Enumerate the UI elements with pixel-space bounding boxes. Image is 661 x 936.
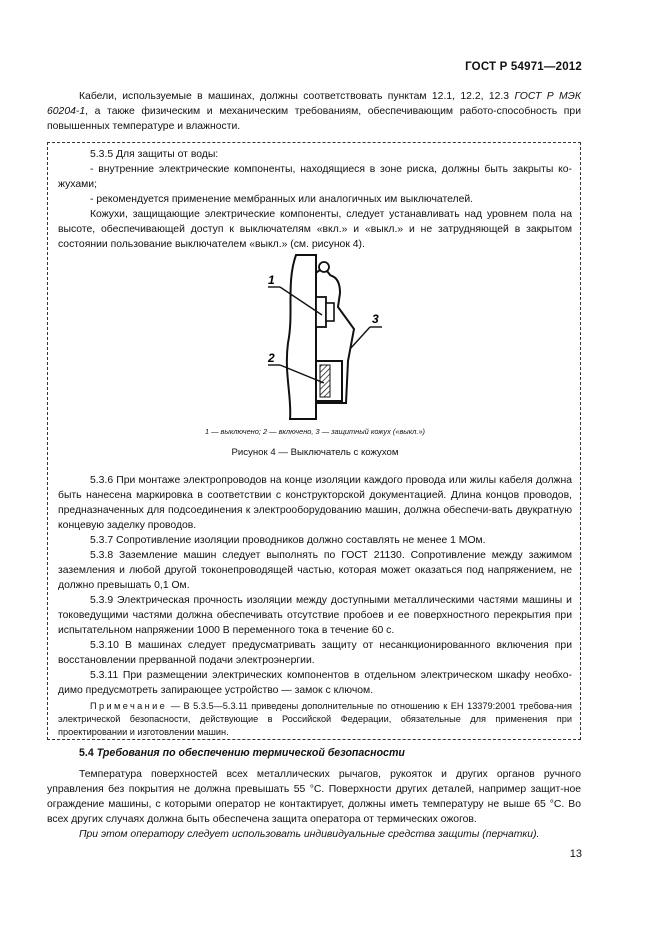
- clause-5-3-5: 5.3.5 Для защиты от воды:: [90, 149, 219, 160]
- label-2: 2: [268, 351, 275, 365]
- note-text: — В 5.3.5—5.3.11 приведены дополнительные по отношению к ЕН 13379:2001 требова-ния электрической безопасности, действующие в Российской Федерации, обязательные для применения при проектировании и изготовлении машин.: [58, 701, 572, 737]
- clause-5-3-11: 5.3.11 При размещении электрических компонентов в отдельном электрическом шкафу необхо-димо предусмотреть запирающее устройство — замок с ключом.: [58, 670, 572, 696]
- intro-text: Кабели, используемые в машинах, должны соответствовать пунктам 12.1, 12.2, 12.3: [79, 91, 510, 102]
- cover-hinge: [319, 262, 329, 272]
- intro-paragraph: [47, 89, 581, 134]
- note-label: Примечание: [90, 701, 168, 711]
- switch-off-knob: [326, 303, 334, 321]
- clause-5-3-10: 5.3.10 В машинах следует предусматривать защиту от несанкционированного включения при восстановлении прерванной подачи электроэнергии.: [58, 640, 572, 666]
- clause-5-3-7: 5.3.7 Сопротивление изоляции проводников должно составлять не менее 1 МОм.: [90, 535, 486, 546]
- clause-5-3-5-item-b: - рекомендуется применение мембранных или аналогичных им выключателей.: [90, 194, 474, 205]
- switch-on-hatched: [320, 365, 330, 397]
- note: [58, 700, 572, 739]
- clause-5-3-8: 5.3.8 Заземление машин следует выполнять по ГОСТ 21130. Сопротивление между зажимом заземления и любой другой токонепроводящей частью, которая может оказаться под напряжением, не должно превышать 0,1 Ом.: [58, 550, 572, 591]
- figure-legend: 1 — выключено; 2 — включено, 3 — защитный кожух («выкл.»): [204, 427, 426, 436]
- switch-cover-figure: [258, 253, 398, 423]
- dashed-inset-box: [47, 142, 581, 740]
- document-header: ГОСТ Р 54971—2012: [465, 61, 582, 73]
- section-title: Требования по обеспечению термической безопасности: [96, 747, 405, 759]
- section-5-4-heading: [79, 747, 405, 759]
- clause-5-3-5-text: Кожухи, защищающие электрические компоненты, следует устанавливать над уровнем пола на высоте, обеспечивающей доступ к выключателям «вкл.» и «выкл.» и не затрудняющей в закрытом состоянии пользование выключателем «выкл.» (см. рисунок 4).: [58, 209, 572, 250]
- label-3: 3: [372, 312, 379, 326]
- section-5-4-paragraph: Температура поверхностей всех металлических рычагов, рукояток и других органов ручного управления без покрытия не должна превышать 55 °С. Поверхности других деталей, например защит-ное ограждение машины, с которыми оператор не контактирует, должны иметь температуру не выше 65 °С. Во всех других случаях должна быть обеспечена защита оператора от термических ожогов.: [47, 769, 581, 825]
- label-1: 1: [268, 273, 275, 287]
- page-number: 13: [569, 848, 582, 860]
- intro-rest: , а также физическим и механическим требованиям, обеспечивающим работо-способность при повышенных температуре и влажности.: [47, 106, 581, 132]
- clause-5-3-9: 5.3.9 Электрическая прочность изоляции между доступными металлическими частями машины и токоведущими частями должна обеспечивать отсутствие пробоев и ее поверхностного перекрытия при испытательном напряжении 1000 В переменного тока в течение 60 с.: [58, 595, 572, 636]
- machine-wall-outline: [287, 255, 316, 419]
- section-5-4-paragraph-2: При этом оператору следует использовать индивидуальные средства защиты (перчатки).: [79, 829, 540, 840]
- figure-title: Рисунок 4 — Выключатель с кожухом: [231, 447, 399, 458]
- intro-reference: ГОСТ Р МЭК 60204-1: [47, 91, 581, 117]
- section-number: 5.4: [79, 747, 94, 759]
- clause-5-3-6: 5.3.6 При монтаже электропроводов на конце изоляции каждого провода или жилы кабеля должна быть нанесена маркировка в соответствии с конструкторской документацией. Длина концов проводов, предназначенных для подсоединения к электрооборудованию машин, должна обеспечи-вать двукратную концевую заделку проводов.: [58, 475, 572, 531]
- clause-5-3-5-item-a: - внутренние электрические компоненты, находящиеся в зоне риска, должны быть закрыты ко-жухами;: [58, 164, 572, 190]
